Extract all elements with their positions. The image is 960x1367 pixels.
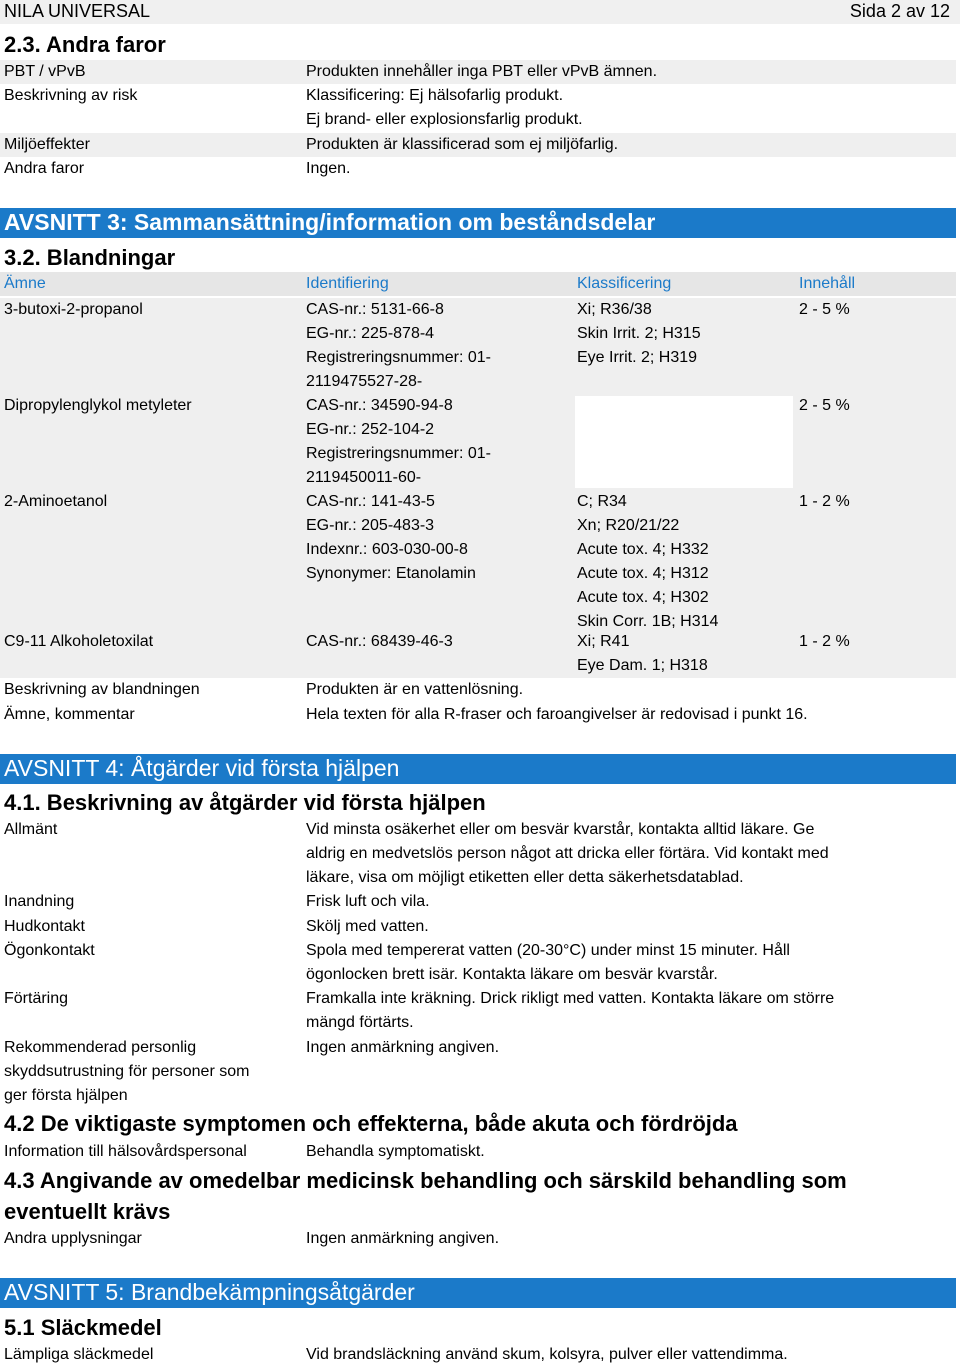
row-label: Hudkontakt [4,918,85,935]
row-label: Lämpliga släckmedel [4,1346,154,1363]
page-number: Sida 2 av 12 [849,1,950,21]
row-label: Information till hälsovårdspersonal [4,1143,247,1160]
row-value: Produkten är en vattenlösning. [306,681,524,698]
row-label: Andra upplysningar [4,1230,142,1247]
identifier: CAS-nr.: 5131-66-8 [306,301,444,318]
row-value: läkare, visa om möjligt etiketten eller detta säkerhetsdatablad. [306,869,744,886]
identifier: CAS-nr.: 68439-46-3 [306,633,453,650]
row-label: Allmänt [4,821,58,838]
page-header [0,0,960,24]
row-value: Produkten innehåller inga PBT eller vPvB ämnen. [306,63,658,80]
subsection-title-4-3: 4.3 Angivande av omedelbar medicinsk behandling och särskild behandling som [4,1168,847,1193]
row-value: Klassificering: Ej hälsofarlig produkt. [306,87,564,104]
row-label: Ämne, kommentar [4,706,135,723]
content-range: 2 - 5 % [799,301,850,318]
row-value: Hela texten för alla R-fraser och faroangivelser är redovisad i punkt 16. [306,706,808,723]
classification-empty [575,396,793,488]
row-label: Ögonkontakt [4,942,95,959]
subsection-title-4-3-line2: eventuellt krävs [4,1199,171,1224]
identifier: Indexnr.: 603-030-00-8 [306,541,468,558]
section-title: AVSNITT 4: Åtgärder vid första hjälpen [4,755,400,781]
info-row [0,678,956,702]
info-row [0,703,956,727]
subsection-title-3-2: 3.2. Blandningar [4,245,176,270]
row-label: Beskrivning av blandningen [4,681,200,698]
identifier: 2119450011-60- [306,469,422,486]
row-value: Produkten är klassificerad som ej miljöfarlig. [306,136,619,153]
company-name: NILA UNIVERSAL [4,1,151,21]
column-header: Klassificering [577,275,672,292]
classification: Acute tox. 4; H312 [577,565,709,582]
identifier: EG-nr.: 225-878-4 [306,325,435,342]
content-range: 1 - 2 % [799,633,850,650]
info-row [0,60,956,84]
table-row [0,490,956,634]
section-title: AVSNITT 5: Brandbekämpningsåtgärder [4,1279,415,1305]
content-range: 2 - 5 % [799,397,850,414]
identifier: 2119475527-28- [306,373,423,390]
table-row [0,630,956,678]
row-label: Beskrivning av risk [4,87,138,104]
row-value: Vid minsta osäkerhet eller om besvär kvarstår, kontakta alltid läkare. Ge [306,821,815,838]
info-row [0,1036,956,1108]
row-value: ögonlocken brett isär. Kontakta läkare om besvär kvarstår. [306,966,718,983]
row-value: Ingen. [306,160,351,177]
row-value: mängd förtärts. [306,1014,414,1031]
content-range: 1 - 2 % [799,493,850,510]
row-value: aldrig en medvetslös person något att dricka eller förtära. Vid kontakt med [306,845,829,862]
row-value: Ingen anmärkning angiven. [306,1039,500,1056]
row-label: Förtäring [4,990,69,1007]
table-row [0,394,956,490]
subsection-title-5-1: 5.1 Släckmedel [4,1315,162,1340]
row-label: skyddsutrustning för personer som [4,1063,250,1080]
classification: Eye Dam. 1; H318 [577,657,708,674]
row-label: PBT / vPvB [4,63,86,80]
row-value: Vid brandsläckning använd skum, kolsyra, pulver eller vattendimma. [306,1346,788,1363]
row-label: Inandning [4,893,75,910]
identifier: CAS-nr.: 141-43-5 [306,493,435,510]
info-row [0,818,956,890]
row-label: Andra faror [4,160,85,177]
row-label: Rekommenderad personlig [4,1039,197,1056]
section-band-4 [0,754,956,784]
identifier: EG-nr.: 252-104-2 [306,421,435,438]
classification: Acute tox. 4; H332 [577,541,709,558]
subsection-title-2-3: 2.3. Andra faror [4,32,166,57]
row-label: Miljöeffekter [4,136,90,153]
substance-name: 2-Aminoetanol [4,493,108,510]
substance-name: Dipropylenglykol metyleter [4,397,192,414]
identifier: Synonymer: Etanolamin [306,565,476,582]
info-row [0,915,956,939]
section-band-3 [0,208,956,238]
row-value: Frisk luft och vila. [306,893,430,910]
info-row [0,1343,956,1367]
table-row [0,298,956,394]
classification: Xn; R20/21/22 [577,517,680,534]
table-header [0,272,956,296]
row-value-line2: Ej brand- eller explosionsfarlig produkt. [306,111,583,128]
row-label: ger första hjälpen [4,1087,128,1104]
row-value: Framkalla inte kräkning. Drick rikligt med vatten. Kontakta läkare om större [306,990,835,1007]
identifier: CAS-nr.: 34590-94-8 [306,397,453,414]
row-value: Behandla symptomatiskt. [306,1143,485,1160]
info-row [0,890,956,914]
info-row [0,157,956,181]
subsection-title-4-2: 4.2 De viktigaste symptomen och effekterna, både akuta och fördröjda [4,1111,738,1136]
classification: Xi; R36/38 [577,301,652,318]
classification: Eye Irrit. 2; H319 [577,349,698,366]
column-header: Identifiering [306,275,389,292]
substance-name: C9-11 Alkoholetoxilat [4,633,154,650]
info-row [0,133,956,157]
substance-name: 3-butoxi-2-propanol [4,301,143,318]
identifier: Registreringsnummer: 01- [306,445,491,462]
info-row [0,1227,956,1251]
identifier: EG-nr.: 205-483-3 [306,517,435,534]
classification: Skin Corr. 1B; H314 [577,613,719,630]
column-header: Innehåll [799,275,856,292]
column-header: Ämne [4,275,46,292]
section-band-5 [0,1278,956,1308]
row-value: Ingen anmärkning angiven. [306,1230,500,1247]
classification: Acute tox. 4; H302 [577,589,709,606]
classification: C; R34 [577,493,627,510]
row-value: Spola med tempererat vatten (20-30°C) under minst 15 minuter. Håll [306,942,790,959]
row-value: Skölj med vatten. [306,918,429,935]
info-row [0,84,956,132]
identifier: Registreringsnummer: 01- [306,349,491,366]
subsection-title-4-1: 4.1. Beskrivning av åtgärder vid första hjälpen [4,790,486,815]
classification: Skin Irrit. 2; H315 [577,325,701,342]
classification: Xi; R41 [577,633,630,650]
section-title: AVSNITT 3: Sammansättning/information om beståndsdelar [4,209,656,235]
info-row [0,1140,956,1164]
info-row [0,939,956,987]
info-row [0,987,956,1035]
